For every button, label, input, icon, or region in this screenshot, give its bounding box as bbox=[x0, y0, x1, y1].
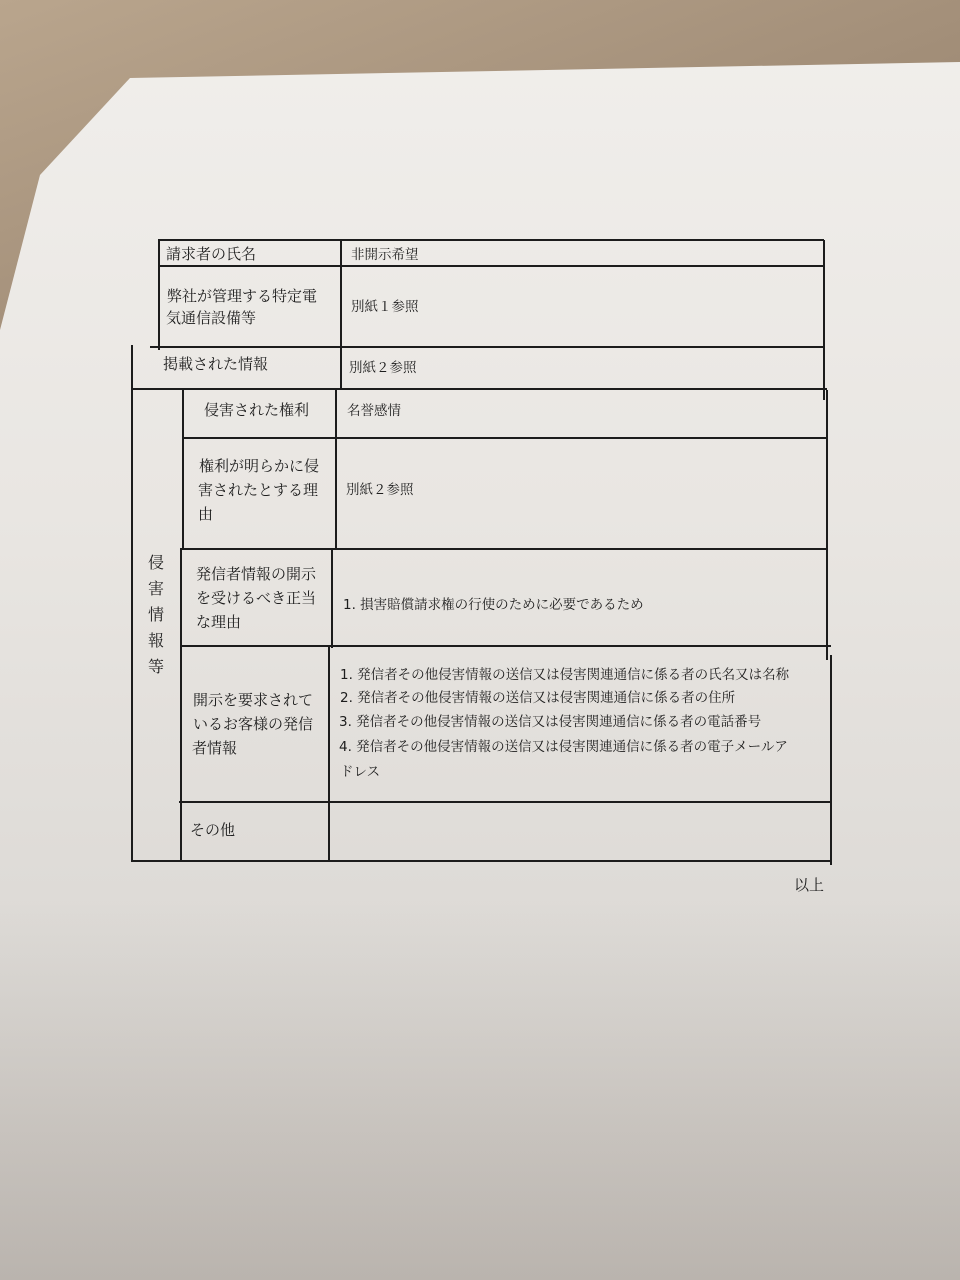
list-item: ドレス bbox=[340, 764, 381, 780]
table-border bbox=[182, 437, 827, 439]
table-border bbox=[826, 390, 828, 660]
justification-label-line3: な理由 bbox=[196, 613, 242, 631]
infringed-right-value: 名誉感情 bbox=[347, 403, 401, 419]
infringement-group-label: 侵害情報等 bbox=[147, 553, 164, 676]
list-item: 2. 発信者その他侵害情報の送信又は侵害関連通信に係る者の住所 bbox=[340, 690, 736, 706]
table-border bbox=[150, 346, 825, 348]
table-border bbox=[182, 388, 184, 548]
table-border bbox=[131, 345, 133, 862]
table-border bbox=[335, 388, 337, 550]
table-border bbox=[180, 645, 831, 647]
table-border bbox=[158, 265, 824, 267]
table-border bbox=[830, 655, 832, 865]
reason-label-line2: 害されたとする理 bbox=[198, 481, 319, 499]
list-item: 3. 発信者その他侵害情報の送信又は侵害関連通信に係る者の電話番号 bbox=[339, 714, 762, 730]
end-mark: 以上 bbox=[794, 876, 825, 894]
justification-label-line1: 発信者情報の開示 bbox=[196, 565, 317, 583]
table-border bbox=[179, 801, 832, 803]
table-border bbox=[158, 240, 160, 350]
requester-value: 非開示希望 bbox=[351, 247, 419, 263]
requested-info-label-line3: 者情報 bbox=[192, 739, 238, 757]
table-border bbox=[131, 388, 827, 390]
infringed-right-label: 侵害された権利 bbox=[204, 401, 310, 419]
table-border bbox=[328, 645, 330, 862]
list-item: 1. 発信者その他侵害情報の送信又は侵害関連通信に係る者の氏名又は名称 bbox=[340, 667, 790, 683]
table-border bbox=[340, 240, 342, 390]
reason-label-line3: 由 bbox=[198, 505, 214, 523]
table-border bbox=[181, 548, 828, 550]
requested-info-label-line1: 開示を要求されて bbox=[193, 691, 314, 709]
posted-info-value: 別紙２参照 bbox=[349, 360, 417, 376]
table-border bbox=[131, 860, 832, 862]
requester-label: 請求者の氏名 bbox=[166, 245, 257, 263]
facility-label-line2: 気通信設備等 bbox=[166, 309, 257, 327]
facility-value: 別紙１参照 bbox=[351, 299, 419, 315]
table-border bbox=[823, 240, 825, 400]
facility-label-line1: 弊社が管理する特定電 bbox=[167, 287, 318, 305]
table-border bbox=[158, 239, 824, 241]
justification-value: 1. 損害賠償請求権の行使のために必要であるため bbox=[343, 597, 644, 613]
table-border bbox=[331, 548, 333, 648]
reason-value: 別紙２参照 bbox=[346, 482, 414, 498]
reason-label-line1: 権利が明らかに侵 bbox=[199, 457, 320, 475]
justification-label-line2: を受けるべき正当 bbox=[196, 589, 317, 607]
list-item: 4. 発信者その他侵害情報の送信又は侵害関連通信に係る者の電子メールア bbox=[339, 739, 788, 755]
requested-info-label-line2: いるお客様の発信 bbox=[193, 715, 314, 733]
table-border bbox=[180, 548, 182, 862]
other-label: その他 bbox=[190, 821, 236, 839]
posted-info-label: 掲載された情報 bbox=[163, 355, 269, 373]
